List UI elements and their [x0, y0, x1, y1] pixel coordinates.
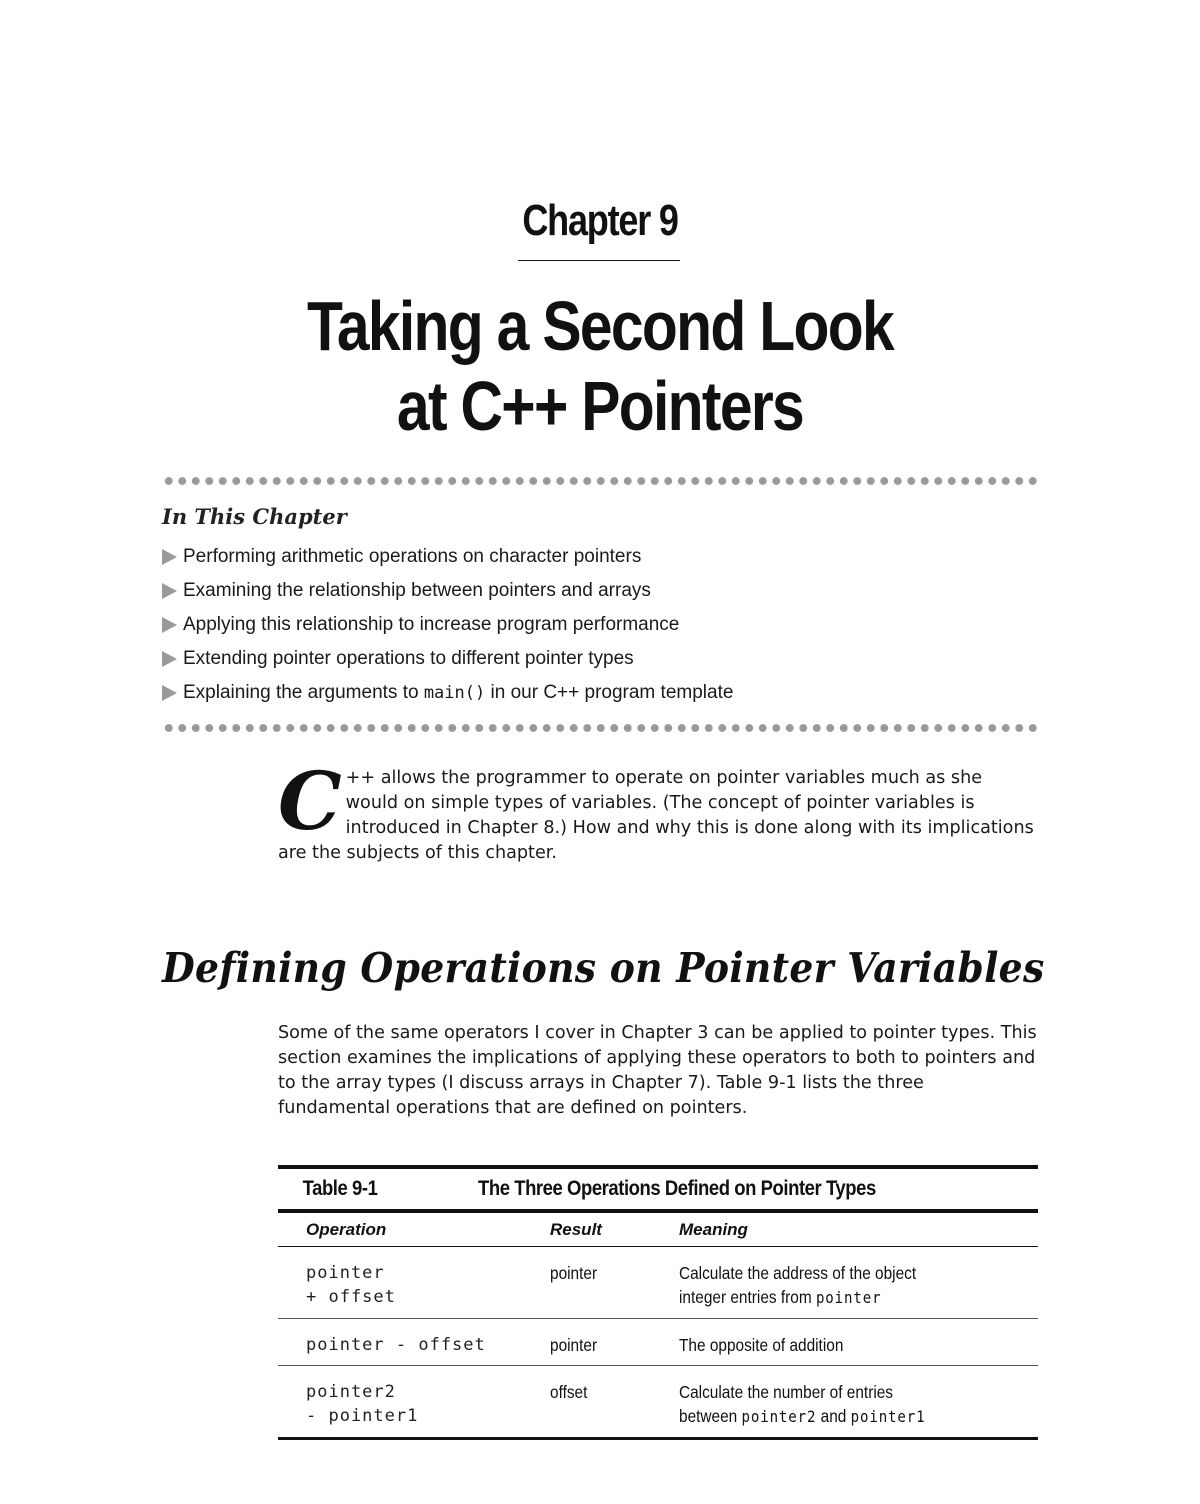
meaning-code: pointer2: [741, 1407, 817, 1426]
table-caption: [278, 1169, 1038, 1209]
operation-line: pointer - offset: [306, 1335, 486, 1355]
dotted-rule-bottom: [162, 723, 1038, 733]
list-item: [162, 574, 733, 608]
operation-cell: [278, 1261, 550, 1309]
operation-line: + offset: [306, 1287, 396, 1307]
in-this-chapter-heading: In This Chapter: [162, 504, 347, 529]
triangle-bullet-icon: [162, 651, 177, 667]
meaning-line: Calculate the number of entries: [679, 1382, 894, 1402]
chapter-underline: [518, 260, 680, 261]
meaning-code: pointer: [815, 1288, 882, 1307]
table-row: [278, 1319, 1038, 1366]
meaning-line: The opposite of addition: [679, 1335, 844, 1355]
meaning-code: pointer1: [850, 1407, 926, 1426]
table-title: The Three Operations Defined on Pointer Types: [478, 1177, 876, 1200]
chapter-label-text: Chapter 9: [522, 196, 678, 245]
operation-line: - pointer1: [306, 1406, 419, 1426]
meaning-text: and: [816, 1406, 851, 1426]
result-text: offset: [550, 1382, 588, 1402]
operation-line: pointer: [306, 1263, 385, 1283]
operation-cell: [278, 1380, 550, 1428]
list-item: [162, 676, 733, 710]
triangle-bullet-icon: [162, 685, 177, 701]
dotted-rule-top: [162, 476, 1038, 486]
meaning-cell: [679, 1333, 1038, 1357]
intro-text: ++ allows the programmer to operate on pointer variables much as she would on simple types of variables. (The concept of pointer variables is introduced in Chapter 8.) How and why this is done along with its implications are the subjects of this chapter.: [278, 768, 1034, 863]
header-operation: Operation: [306, 1219, 387, 1239]
list-item-text-post: in our C++ program template: [485, 682, 734, 703]
list-item: [162, 642, 733, 676]
header-meaning: Meaning: [679, 1219, 748, 1239]
in-this-chapter-list: [162, 540, 733, 710]
table-row: [278, 1247, 1038, 1319]
meaning-line: Calculate the address of the object: [679, 1263, 917, 1283]
table-label: Table 9-1: [302, 1177, 378, 1200]
list-item-code: main(): [423, 683, 486, 703]
table-9-1: [278, 1165, 1038, 1440]
triangle-bullet-icon: [162, 617, 177, 633]
result-cell: [550, 1333, 679, 1357]
operation-line: pointer2: [306, 1382, 396, 1402]
triangle-bullet-icon: [162, 583, 177, 599]
list-item: [162, 540, 733, 574]
result-cell: [550, 1380, 679, 1404]
list-item-text: Examining the relationship between pointers and arrays: [183, 580, 651, 601]
meaning-text: between: [679, 1406, 742, 1426]
meaning-cell: [679, 1380, 1038, 1429]
triangle-bullet-icon: [162, 549, 177, 565]
meaning-line: [679, 1404, 925, 1429]
chapter-title-line2: at C++ Pointers: [396, 367, 804, 445]
table-header-row: [278, 1213, 1038, 1247]
drop-cap: C: [278, 754, 342, 848]
header-result: Result: [550, 1219, 602, 1239]
intro-paragraph: [278, 754, 1038, 866]
chapter-title: [0, 286, 1200, 446]
meaning-text: integer entries from: [679, 1287, 816, 1307]
list-item-text-pre: Explaining the arguments to: [183, 682, 424, 703]
result-text: pointer: [550, 1335, 598, 1355]
result-cell: [550, 1261, 679, 1285]
list-item-text: Extending pointer operations to different pointer types: [183, 648, 634, 669]
section-paragraph: Some of the same operators I cover in Chapter 3 can be applied to pointer types. This section examines the implications of applying these operators to both to pointers and to the array types (I discuss arrays in Chapter 7). Table 9-1 lists the three fundamental operations that are defined on pointers.: [278, 1023, 1037, 1118]
list-item-text: Applying this relationship to increase program performance: [183, 614, 680, 635]
list-item-text: Performing arithmetic operations on character pointers: [183, 546, 642, 567]
list-item: [162, 608, 733, 642]
result-text: pointer: [550, 1263, 598, 1283]
meaning-cell: [679, 1261, 1038, 1310]
operation-cell: [278, 1333, 550, 1357]
meaning-line: [679, 1285, 881, 1310]
table-row: [278, 1366, 1038, 1440]
chapter-label: [108, 196, 1092, 246]
section-heading: Defining Operations on Pointer Variables: [162, 944, 1045, 992]
chapter-title-line1: Taking a Second Look: [306, 287, 894, 365]
